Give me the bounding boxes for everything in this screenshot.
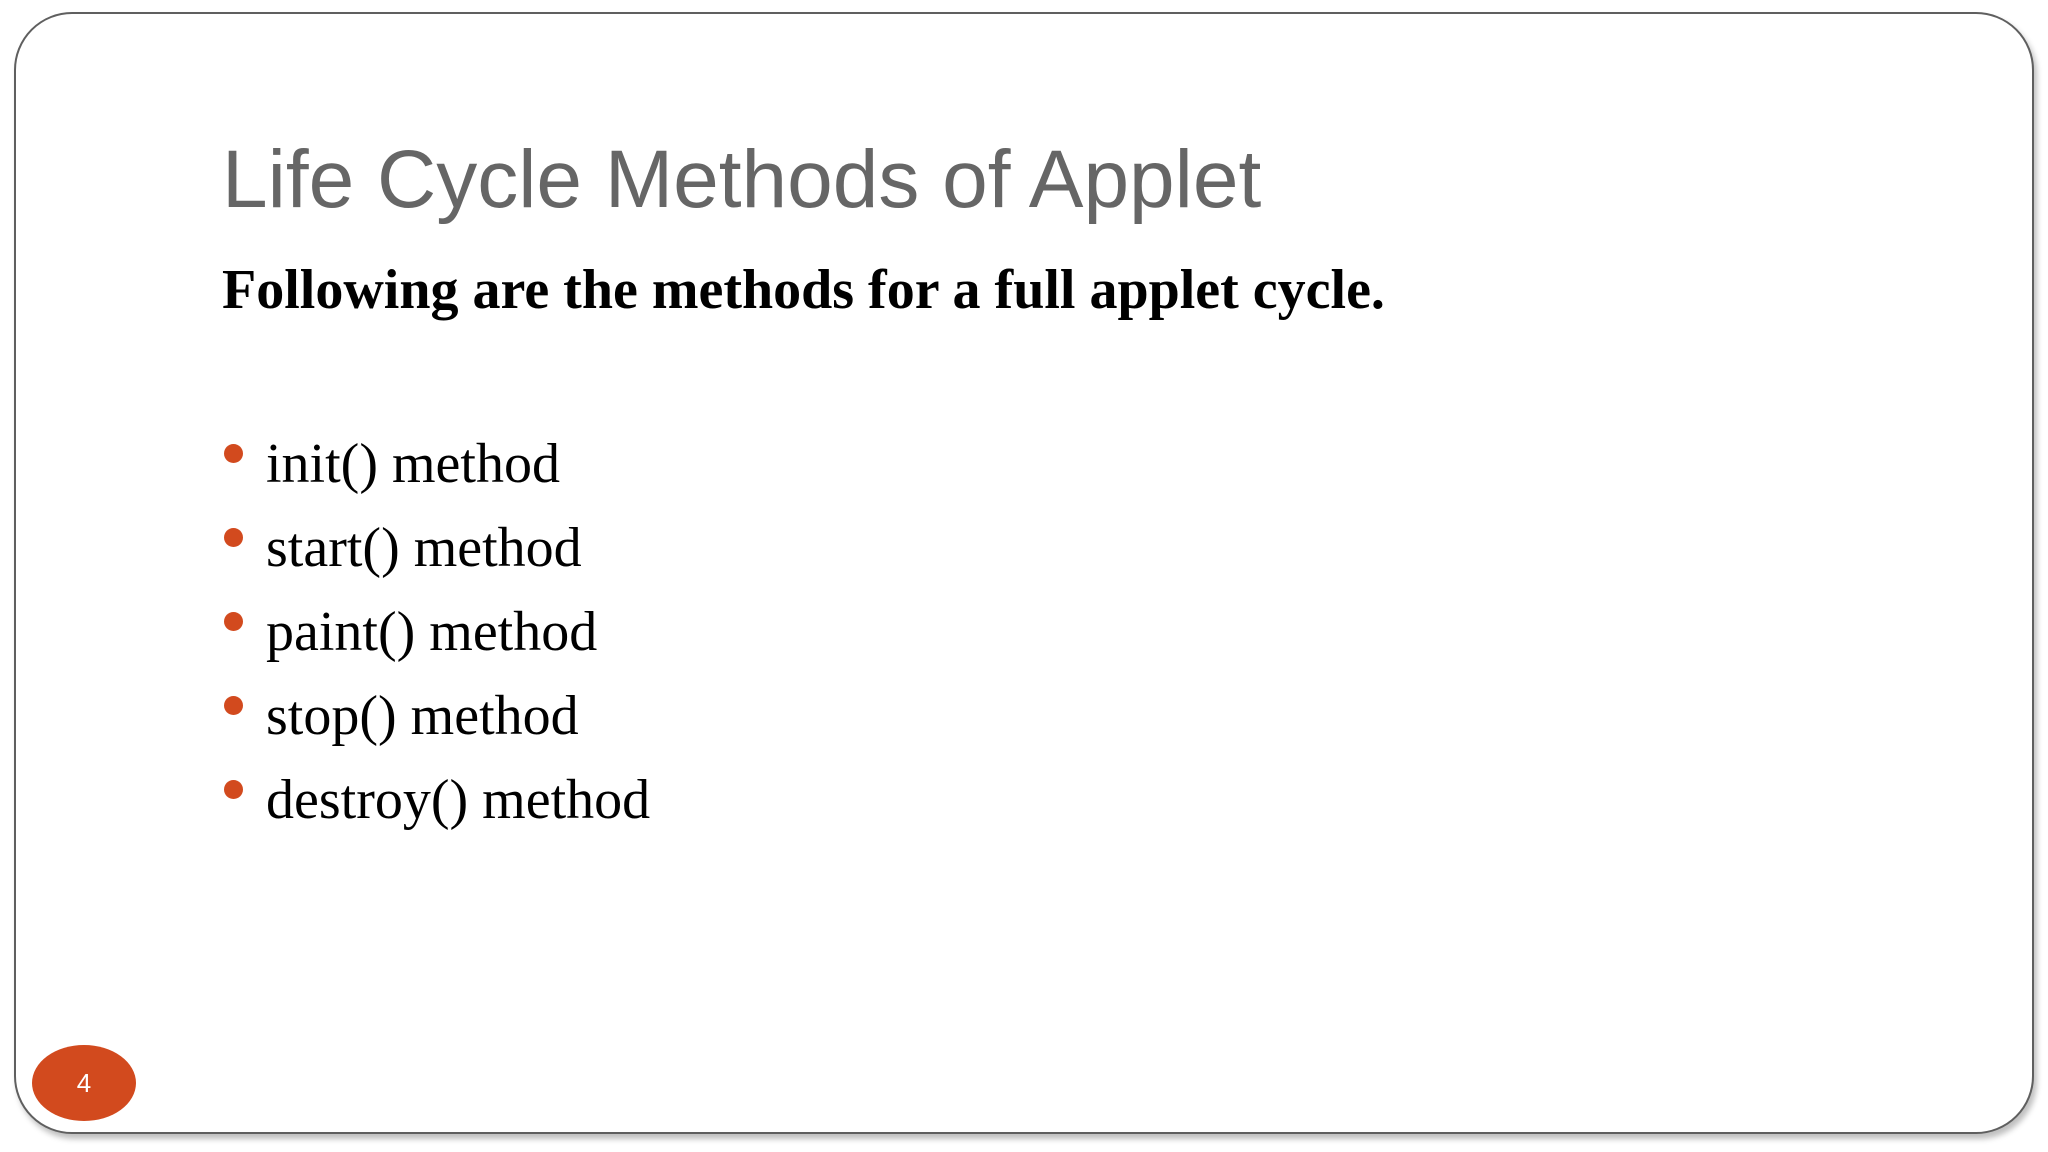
bullet-item-init	[222, 422, 650, 506]
bullet-dot-icon	[224, 444, 243, 463]
slide-title: Life Cycle Methods of Applet	[222, 134, 1262, 225]
bullet-list	[222, 422, 650, 842]
bullet-label: init() method	[266, 433, 560, 495]
slide-subtitle: Following are the methods for a full applet cycle.	[222, 259, 1385, 321]
bullet-item-stop	[222, 674, 650, 758]
bullet-label: paint() method	[266, 601, 598, 663]
bullet-label: stop() method	[266, 685, 579, 747]
bullet-item-paint	[222, 590, 650, 674]
bullet-item-start	[222, 506, 650, 590]
page-number: 4	[76, 1067, 92, 1098]
bullet-dot-icon	[224, 612, 243, 631]
bullet-dot-icon	[224, 696, 243, 715]
bullet-label: destroy() method	[266, 769, 651, 831]
bullet-dot-icon	[224, 780, 243, 799]
bullet-label: start() method	[266, 517, 582, 579]
bullet-dot-icon	[224, 528, 243, 547]
bullet-item-destroy	[222, 758, 650, 842]
page-number-badge	[32, 1045, 136, 1121]
